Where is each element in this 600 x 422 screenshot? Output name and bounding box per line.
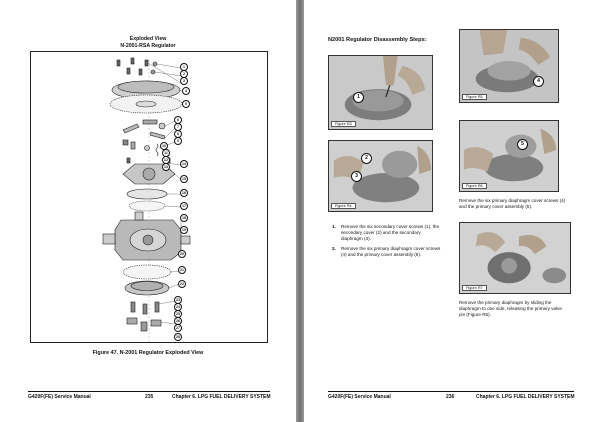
- step-1: [332, 224, 442, 242]
- left-footer-rule: [28, 391, 270, 392]
- left-footer-manual: G420F(FE) Service Manual: [28, 394, 91, 400]
- disassembly-steps-heading: N2001 Regulator Disassembly Steps:: [328, 37, 427, 43]
- callout-4: 4: [182, 87, 190, 95]
- callout-25: 25: [174, 310, 182, 318]
- right-footer-rule: [328, 391, 574, 392]
- exploded-view-title: Exploded View: [129, 36, 167, 42]
- callout-2: 2: [180, 70, 188, 78]
- callout-1: 1: [180, 63, 188, 71]
- photo-figure-r7: [459, 222, 571, 294]
- disassembly-steps-list: [332, 224, 442, 262]
- exploded-view-figure: [30, 51, 268, 343]
- r5-callout-4: 4: [533, 76, 544, 87]
- right-footer-manual: G420F(FE) Service Manual: [328, 394, 391, 400]
- callout-21: 21: [178, 266, 186, 274]
- callout-8: 8: [174, 130, 182, 138]
- figure-r4-label: Figure R4: [331, 203, 356, 209]
- figure-r5-label: Figure R5: [462, 94, 487, 100]
- r6-callout-5: 5: [517, 139, 528, 150]
- step-2: [332, 246, 442, 258]
- callout-26: 26: [174, 317, 182, 325]
- r4-callout-3: 3: [351, 171, 362, 182]
- photo-figure-r5: [459, 29, 559, 103]
- callout-19: 19: [180, 226, 188, 234]
- callout-9: 9: [174, 137, 182, 145]
- callout-7: 7: [174, 123, 182, 131]
- figure-47-caption: Figure 47. N-2001 Regulator Exploded View: [92, 350, 204, 356]
- callout-12: 12: [162, 156, 170, 164]
- step-2-number: 2.: [332, 246, 336, 251]
- figure-r6-description: Remove the six primary diaphragm cover screws (4) and the primary cover assembly (5).: [459, 198, 566, 209]
- left-page-number: 235: [145, 394, 154, 400]
- callout-22: 22: [178, 280, 186, 288]
- step-1-number: 1.: [332, 224, 336, 229]
- figure-r3-label: Figure R3: [331, 121, 356, 127]
- photo-figure-r3: [328, 55, 433, 130]
- callout-10: 10: [160, 142, 168, 150]
- book-gutter: [296, 0, 304, 422]
- callout-3: 3: [180, 77, 188, 85]
- callout-13: 13: [162, 163, 170, 171]
- photo-figure-r4: [328, 140, 433, 212]
- right-page: [304, 0, 600, 422]
- r4-callout-2: 2: [361, 153, 372, 164]
- regulator-model-title: N-2001-RSA Regulator: [120, 43, 176, 49]
- exploded-view-drawing: [31, 52, 269, 344]
- left-page: [0, 0, 296, 422]
- callout-17: 17: [180, 202, 188, 210]
- callout-14: 14: [180, 160, 188, 168]
- callout-20: 20: [178, 250, 186, 258]
- callout-24: 24: [174, 303, 182, 311]
- right-footer-chapter: Chapter 6. LPG FUEL DELIVERY SYSTEM: [476, 394, 575, 400]
- step-2-text: Remove the six primary diaphragm cover screws (4) and the primary cover assembly (5).: [341, 246, 441, 257]
- callout-28: 28: [174, 333, 182, 341]
- callout-6: 6: [174, 116, 182, 124]
- callout-18: 18: [180, 214, 188, 222]
- figure-r6-label: Figure R6: [462, 183, 487, 189]
- photo-figure-r6: [459, 120, 559, 192]
- figure-r7-label: Figure R7: [462, 285, 487, 291]
- callout-27: 27: [174, 324, 182, 332]
- right-page-number: 236: [446, 394, 455, 400]
- callout-15: 15: [180, 175, 188, 183]
- top-screws: [117, 58, 157, 75]
- callout-16: 16: [180, 189, 188, 197]
- step-1-text: Remove the six secondary cover screws (1), the secondary cover (2) and the secondary diaphragm (3).: [341, 224, 440, 241]
- left-footer-chapter: Chapter 6. LPG FUEL DELIVERY SYSTEM: [172, 394, 271, 400]
- callout-11: 11: [162, 149, 170, 157]
- r3-callout-1: 1: [353, 92, 364, 103]
- figure-r7-description: Remove the primary diaphragm by sliding the diaphragm to one side, releasing the primary valve pin (Figure R6).: [459, 300, 562, 317]
- callout-23: 23: [174, 296, 182, 304]
- callout-5: 5: [182, 100, 190, 108]
